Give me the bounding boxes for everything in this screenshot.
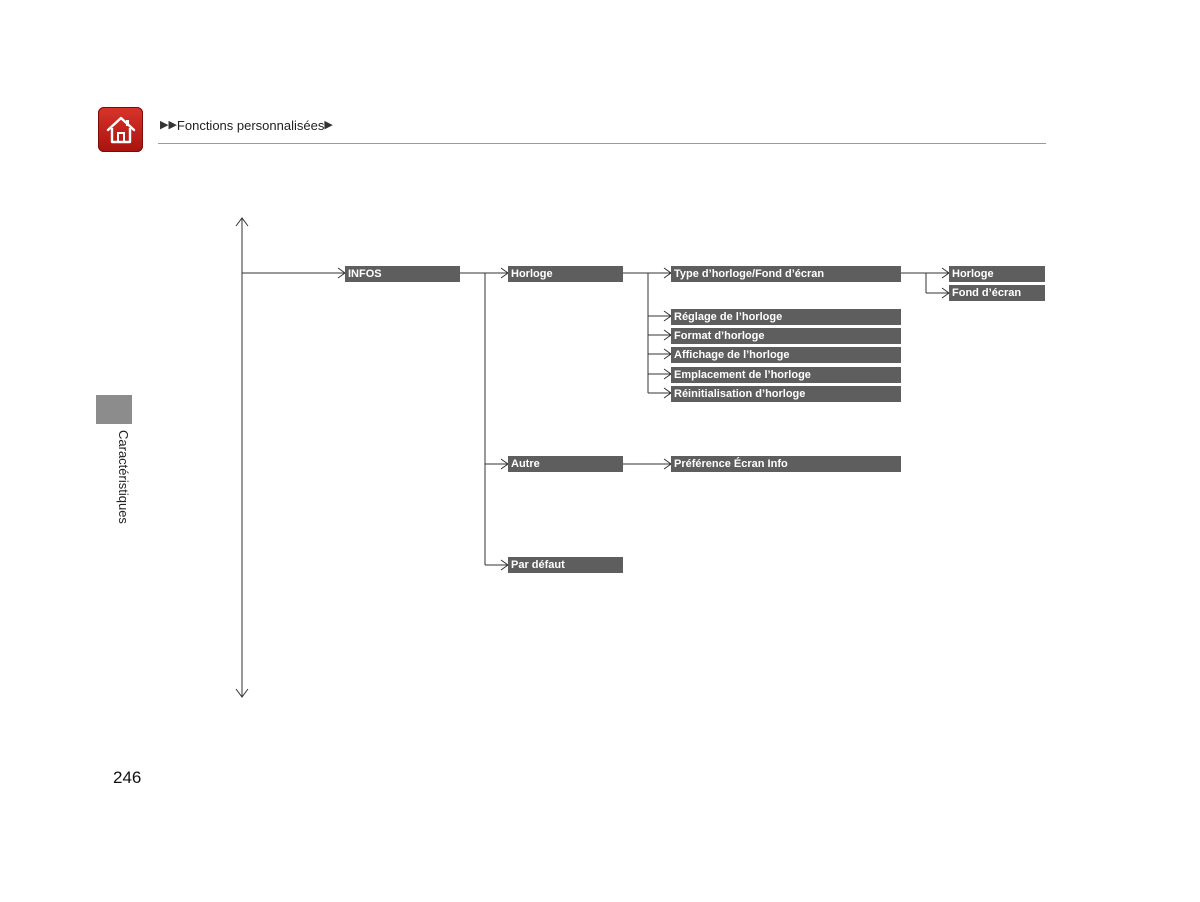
- breadcrumb-double-arrow-icon: ▶▶: [160, 118, 177, 131]
- menu-node-format-horloge: Format d’horloge: [671, 328, 901, 344]
- menu-node-autre: Autre: [508, 456, 623, 472]
- menu-node-type-horloge: Type d’horloge/Fond d’écran: [671, 266, 901, 282]
- menu-node-preference-ecran-info: Préférence Écran Info: [671, 456, 901, 472]
- page-number: 246: [113, 768, 142, 787]
- breadcrumb-link[interactable]: Fonctions personnalisées: [176, 117, 325, 133]
- menu-node-emplacement-horloge: Emplacement de l’horloge: [671, 367, 901, 383]
- menu-node-horloge-sub: Horloge: [949, 266, 1045, 282]
- menu-node-reinitialisation-horloge: Réinitialisation d’horloge: [671, 386, 901, 402]
- menu-node-infos: INFOS: [345, 266, 460, 282]
- section-label: Caractéristiques: [116, 430, 131, 524]
- menu-node-horloge: Horloge: [508, 266, 623, 282]
- menu-node-par-defaut: Par défaut: [508, 557, 623, 573]
- breadcrumb-arrow-icon: ▶: [324, 118, 333, 131]
- menu-node-reglage-horloge: Réglage de l’horloge: [671, 309, 901, 325]
- menu-node-affichage-horloge: Affichage de l’horloge: [671, 347, 901, 363]
- menu-node-fond-ecran: Fond d’écran: [949, 285, 1045, 301]
